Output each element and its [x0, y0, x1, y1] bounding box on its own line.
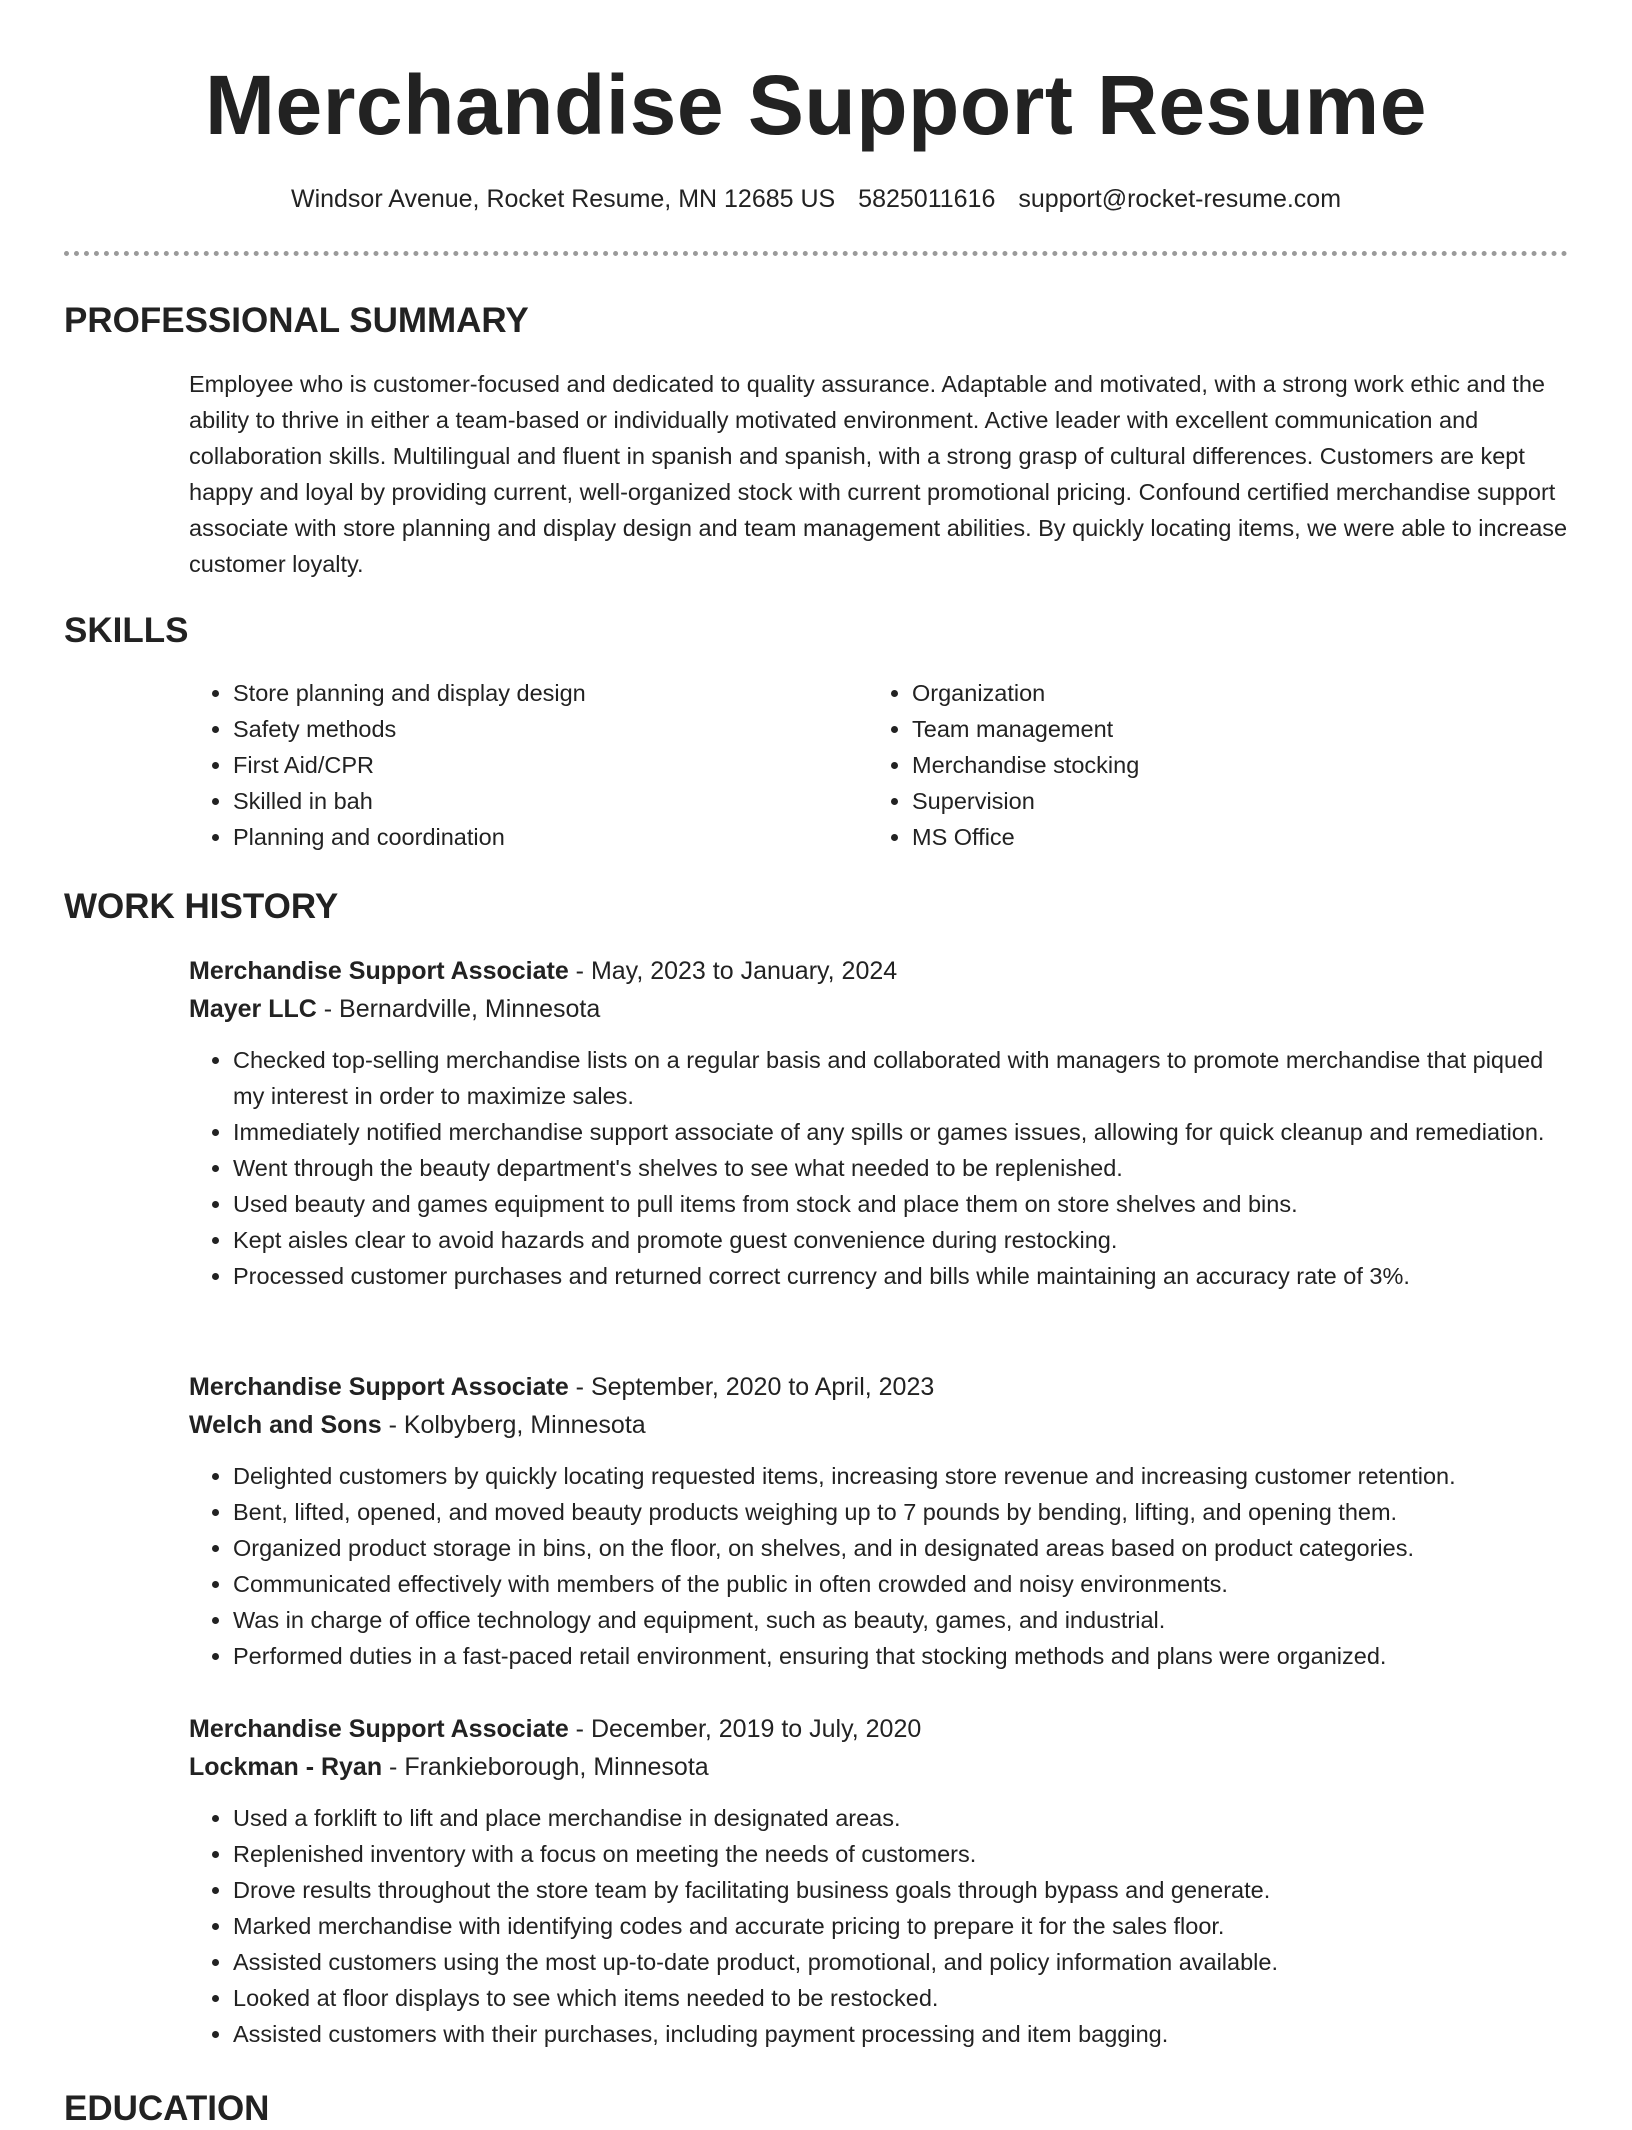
skills-column-right: [868, 675, 1508, 855]
job-bullet: • Checked top-selling merchandise lists on a regular basis and collaborated with managers to promote merchandise that piqued my interest in order to maximize sales.: [233, 1042, 1569, 1114]
job-bullet: • Marked merchandise with identifying codes and accurate pricing to prepare it for the sales floor.: [233, 1908, 1569, 1944]
job-bullet: • Processed customer purchases and returned correct currency and bills while maintaining an accuracy rate of 3%.: [233, 1258, 1569, 1294]
contact-address: Windsor Avenue, Rocket Resume, MN 12685 US: [290, 185, 836, 213]
contact-phone: 5825011616: [858, 185, 996, 213]
job-title-line: [189, 1710, 1569, 1748]
job-position: Merchandise Support Associate: [189, 1715, 569, 1743]
job-bullets: [189, 1458, 1569, 1674]
summary-text: Employee who is customer-focused and dedicated to quality assurance. Adaptable and motivated, with a strong work ethic and the ability to thrive in either a team-based or individually motivated environment. Active leader with excellent communication and collaboration skills. Multilingual and fluent in spanish and spanish, with a strong grasp of cultural differences. Customers are kept happy and loyal by providing current, well-organized stock with current promotional pricing. Confound certified merchandise support associate with store planning and display design and team management abilities. By quickly locating items, we were able to increase customer loyalty.: [189, 371, 1568, 577]
skill-item: • Supervision: [912, 783, 1508, 819]
skills-column-left: [189, 675, 829, 855]
job-bullet: • Went through the beauty department's shelves to see what needed to be replenished.: [233, 1150, 1569, 1186]
job-bullet: • Performed duties in a fast-paced retail environment, ensuring that stocking methods and plans were organized.: [233, 1638, 1569, 1674]
resume-title: Merchandise Support Resume: [205, 58, 1427, 152]
skill-item: • Merchandise stocking: [912, 747, 1508, 783]
job-title-line: [189, 1368, 1569, 1406]
job-dates: - September, 2020 to April, 2023: [568, 1373, 935, 1401]
skills-list-left: [189, 675, 829, 855]
section-title-work-history: WORK HISTORY: [64, 887, 339, 926]
job-company: Welch and Sons: [189, 1411, 382, 1439]
contact-line: [0, 180, 1632, 218]
job-entry: [189, 952, 1569, 1294]
job-bullets: [189, 1042, 1569, 1294]
skill-item: • MS Office: [912, 819, 1508, 855]
job-bullet: • Organized product storage in bins, on the floor, on shelves, and in designated areas based on product categories.: [233, 1530, 1569, 1566]
job-bullet: • Delighted customers by quickly locating requested items, increasing store revenue and increasing customer retention.: [233, 1458, 1569, 1494]
section-title-skills: SKILLS: [64, 611, 189, 650]
job-company: Lockman - Ryan: [189, 1753, 383, 1781]
job-bullets: [189, 1800, 1569, 2052]
skill-item: • Planning and coordination: [233, 819, 829, 855]
job-bullet: • Looked at floor displays to see which items needed to be restocked.: [233, 1980, 1569, 2016]
job-bullet: • Assisted customers using the most up-to-date product, promotional, and policy information available.: [233, 1944, 1569, 1980]
job-title-line: [189, 952, 1569, 990]
job-dates: - May, 2023 to January, 2024: [568, 957, 898, 985]
section-title-summary: PROFESSIONAL SUMMARY: [64, 301, 529, 340]
job-position: Merchandise Support Associate: [189, 1373, 569, 1401]
skill-item: • Skilled in bah: [233, 783, 829, 819]
job-dates: - December, 2019 to July, 2020: [568, 1715, 922, 1743]
job-entry: [189, 1710, 1569, 2052]
job-bullet: • Bent, lifted, opened, and moved beauty products weighing up to 7 pounds by bending, lifting, and opening them.: [233, 1494, 1569, 1530]
job-bullet: • Used beauty and games equipment to pull items from stock and place them on store shelves and bins.: [233, 1186, 1569, 1222]
skills-list-right: [868, 675, 1508, 855]
skill-item: • First Aid/CPR: [233, 747, 829, 783]
skill-item: • Store planning and display design: [233, 675, 829, 711]
job-location: - Frankieborough, Minnesota: [382, 1753, 709, 1781]
job-bullet: • Communicated effectively with members of the public in often crowded and noisy environments.: [233, 1566, 1569, 1602]
skill-item: • Team management: [912, 711, 1508, 747]
job-location: - Kolbyberg, Minnesota: [381, 1411, 646, 1439]
job-company-line: [189, 990, 1569, 1028]
skill-item: • Organization: [912, 675, 1508, 711]
job-position: Merchandise Support Associate: [189, 957, 569, 985]
skill-item: • Safety methods: [233, 711, 829, 747]
job-company-line: [189, 1406, 1569, 1444]
job-company-line: [189, 1748, 1569, 1786]
job-location: - Bernardville, Minnesota: [316, 995, 601, 1023]
job-bullet: • Immediately notified merchandise support associate of any spills or games issues, allowing for quick cleanup and remediation.: [233, 1114, 1569, 1150]
header-divider: [64, 251, 1568, 256]
job-bullet: • Assisted customers with their purchases, including payment processing and item bagging.: [233, 2016, 1569, 2052]
job-bullet: • Replenished inventory with a focus on meeting the needs of customers.: [233, 1836, 1569, 1872]
job-bullet: • Used a forklift to lift and place merchandise in designated areas.: [233, 1800, 1569, 1836]
section-title-education: EDUCATION: [64, 2089, 270, 2128]
job-bullet: • Was in charge of office technology and equipment, such as beauty, games, and industrial.: [233, 1602, 1569, 1638]
job-company: Mayer LLC: [189, 995, 317, 1023]
job-entry: [189, 1368, 1569, 1674]
contact-email: support@rocket-resume.com: [1018, 185, 1342, 213]
job-bullet: • Kept aisles clear to avoid hazards and promote guest convenience during restocking.: [233, 1222, 1569, 1258]
job-bullet: • Drove results throughout the store team by facilitating business goals through bypass and generate.: [233, 1872, 1569, 1908]
